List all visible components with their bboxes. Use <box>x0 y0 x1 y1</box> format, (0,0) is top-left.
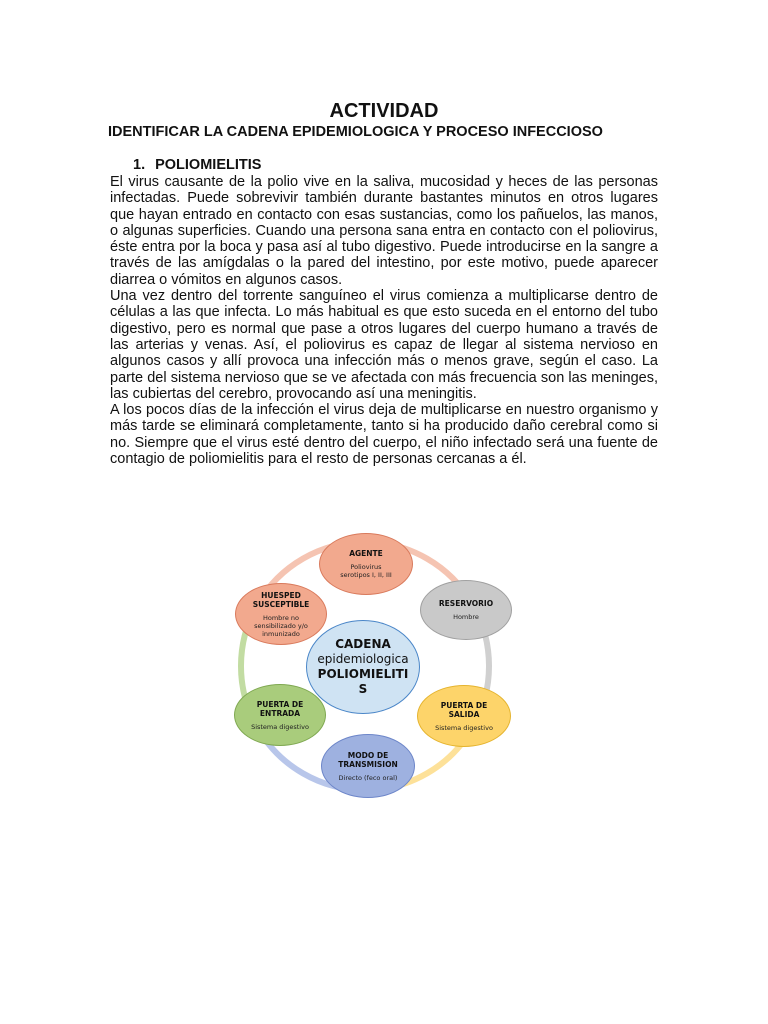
node-title: RESERVORIO <box>438 599 494 608</box>
page-subtitle: IDENTIFICAR LA CADENA EPIDEMIOLOGICA Y PROCESO INFECCIOSO <box>108 124 603 140</box>
node-title: PUERTA DE SALIDA <box>440 700 488 719</box>
paragraph: El virus causante de la polio vive en la saliva, mucosidad y heces de las personas infectadas. Puede sobrevivir también durante bastantes minutos en otros lugares que hayan entrado en contacto con esas sustancias, como los pañuelos, las manos, o algunas superficies. Cuando una persona sana entra en contacto con el poliovirus, éste entra por la boca y pasa así al tubo digestivo. Puede introducirse en la sangre a través de las amígdalas o la pared del intestino, por este motivo, puede aparecer diarrea o vómitos en algunos casos. <box>110 174 658 288</box>
node-title: PUERTA DE ENTRADA <box>256 699 304 718</box>
node-puerta-salida <box>417 685 511 747</box>
section-number: 1. <box>133 157 146 173</box>
node-modo-transmision <box>321 734 415 798</box>
center-label-line3: POLIOMIELITI <box>317 667 409 681</box>
node-huesped-susceptible <box>235 583 327 645</box>
center-label-line1: CADENA <box>335 637 391 651</box>
node-desc: Directo (feco oral) <box>338 773 398 782</box>
node-desc: Sistema digestivo <box>435 723 493 732</box>
body-text <box>110 174 658 467</box>
node-title: MODO DE TRANSMISION <box>338 750 398 769</box>
center-label-line4: S <box>358 682 368 696</box>
paragraph: Una vez dentro del torrente sanguíneo el virus comienza a multiplicarse dentro de células a las que infecta. Lo más habitual es que esto suceda en el entorno del tubo digestivo, pero es normal que pase a otros lugares del cuerpo humano a través de las arterias y venas. Así, el poliovirus es capaz de llegar al sistema nervioso en algunos casos y allí provoca una infección más o menos grave, según el caso. La parte del sistema nervioso que se ve afectada con más frecuencia son las meninges, las cubiertas del cerebro, provocando así una meningitis. <box>110 288 658 402</box>
node-reservorio <box>420 580 512 640</box>
node-desc: Poliovirus serotipos I, II, III <box>340 563 392 579</box>
center-label-line2: epidemiologica <box>317 652 409 666</box>
node-puerta-entrada <box>234 684 326 746</box>
page-title: ACTIVIDAD <box>329 100 439 122</box>
section-heading <box>133 157 261 173</box>
node-desc: Hombre no sensibilizado y/o inmunizado <box>254 613 308 638</box>
diagram-center <box>306 620 420 714</box>
node-desc: Sistema digestivo <box>251 722 309 731</box>
node-desc: Hombre <box>453 613 479 621</box>
paragraph: A los pocos días de la infección el virus deja de multiplicarse en nuestro organismo y más tarde se eliminará completamente, tanto si ha producido daño cerebral como si no. Siempre que el virus esté dentro del cuerpo, el niño infectado será una fuente de contagio de poliomielitis para el resto de personas cercanas a él. <box>110 402 658 468</box>
epidemiological-chain-diagram <box>228 528 518 808</box>
node-title: HUESPED SUSCEPTIBLE <box>252 590 310 609</box>
section-title: POLIOMIELITIS <box>155 157 262 173</box>
node-agente <box>319 533 413 595</box>
node-title: AGENTE <box>349 549 383 558</box>
